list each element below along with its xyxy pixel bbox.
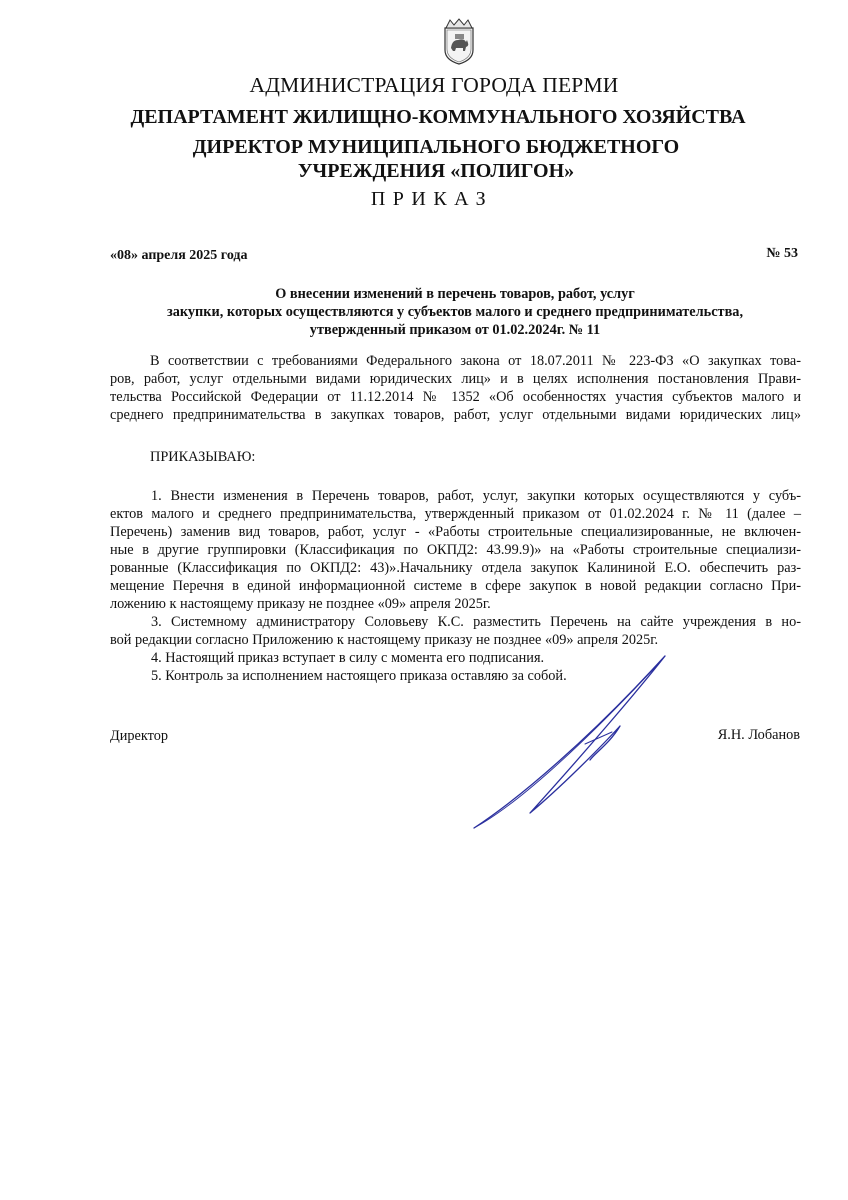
subject-line: закупки, которых осуществляются у субъектов малого и среднего предпринимательства, xyxy=(166,304,744,320)
subject-line: О внесении изменений в перечень товаров, работ, услуг xyxy=(275,286,635,302)
document-type: ПРИКАЗ xyxy=(370,188,494,210)
item-1-line: мещение Перечня в единой информационной системе в сфере закупок в новой редакции согласно При- xyxy=(110,578,801,594)
preamble-line: среднего предпринимательства в закупках товаров, работ, услуг отдельными видами юридических лиц» xyxy=(110,407,801,423)
department-title: ДЕПАРТАМЕНТ ЖИЛИЩНО-КОММУНАЛЬНОГО ХОЗЯЙСТВА xyxy=(130,106,746,128)
item-4-line: 4. Настоящий приказ вступает в силу с момента его подписания. xyxy=(151,650,545,666)
subject-line: утвержденный приказом от 01.02.2024г. № 11 xyxy=(309,322,601,338)
item-1-line: 1. Внести изменения в Перечень товаров, работ, услуг, закупки которых осуществляются у субъ- xyxy=(151,488,801,504)
item-1-line: ные в другие группировки (Классификация по ОКПД2: 43.99.9)» на «Работы строительные специализи- xyxy=(110,542,801,558)
director-title-line2: УЧРЕЖДЕНИЯ «ПОЛИГОН» xyxy=(297,160,575,182)
item-1-line: Перечень) заменив вид товаров, работ, услуг - «Работы строительные специализированные, не включен- xyxy=(110,524,801,540)
item-1-line: рованные (Классификация по ОКПД2: 43)».Начальнику отдела закупок Калининой Е.О. обеспечить раз- xyxy=(110,560,801,576)
handwritten-signature xyxy=(460,648,680,838)
order-directive-word: ПРИКАЗЫВАЮ: xyxy=(150,449,256,465)
item-1-line: ектов малого и среднего предпринимательства, утвержденный приказом от 01.02.2024 г. № 11 (далее – xyxy=(110,506,801,522)
item-3-line: вой редакции согласно Приложению к настоящему приказу не позднее «09» апреля 2025г. xyxy=(110,632,659,648)
signer-position: Директор xyxy=(110,728,169,744)
order-date: «08» апреля 2025 года xyxy=(110,248,248,263)
order-number: № 53 xyxy=(766,246,798,261)
preamble-line: тельства Российской Федерации от 11.12.2014 № 1352 «Об особенностях участия субъектов малого и xyxy=(110,389,801,405)
item-3-line: 3. Системному администратору Соловьеву К.С. разместить Перечень на сайте учреждения в но- xyxy=(151,614,801,630)
item-5-line: 5. Контроль за исполнением настоящего приказа оставляю за собой. xyxy=(151,668,567,684)
item-1-line: ложению к настоящему приказу не позднее «09» апреля 2025г. xyxy=(110,596,491,612)
perm-coat-of-arms-icon xyxy=(442,18,476,66)
preamble-paragraph xyxy=(110,352,801,424)
order-items xyxy=(110,487,801,685)
director-title-line1: ДИРЕКТОР МУНИЦИПАЛЬНОГО БЮДЖЕТНОГО xyxy=(192,136,680,158)
administration-title: АДМИНИСТРАЦИЯ ГОРОДА ПЕРМИ xyxy=(249,73,619,97)
order-subject xyxy=(110,285,800,339)
preamble-line: ров, работ, услуг отдельными видами юридических лиц» и в целях исполнения постановления Прави- xyxy=(110,371,801,387)
signer-name: Я.Н. Лобанов xyxy=(717,727,800,743)
preamble-line: В соответствии с требованиями Федерального закона от 18.07.2011 № 223-ФЗ «О закупках това- xyxy=(150,353,801,369)
